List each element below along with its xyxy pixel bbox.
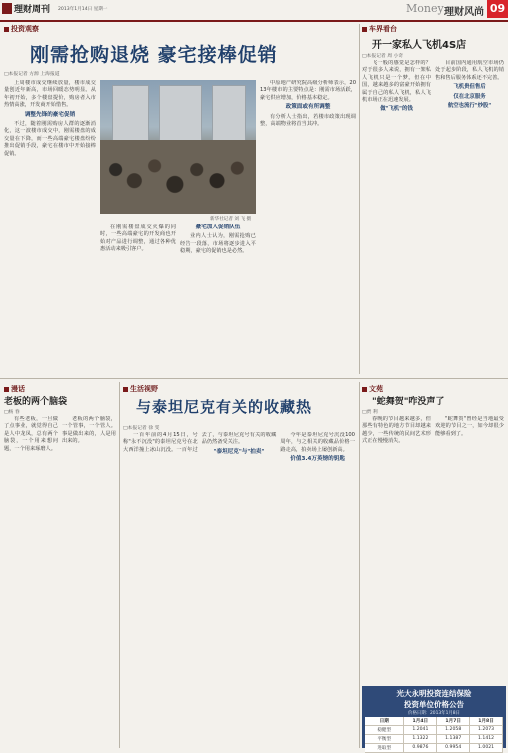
sales-office-photo bbox=[100, 80, 256, 214]
article-housing-col3 bbox=[260, 80, 356, 374]
subhead: 飞机贵但售后 bbox=[453, 84, 486, 91]
table-cell: 1.1322 bbox=[404, 735, 437, 744]
column-divider bbox=[359, 24, 360, 374]
table-cell: 稳健型 bbox=[365, 726, 404, 735]
table-cell: 1.0021 bbox=[470, 744, 503, 753]
page-header bbox=[0, 0, 508, 22]
table-header-cell: 日期 bbox=[365, 717, 404, 726]
section-marker-icon bbox=[362, 27, 367, 32]
paragraph: "蛇舞贺"曾经是当地最受欢迎的节目之一，如今却很少能够看到了。 bbox=[435, 416, 504, 437]
fund-table bbox=[365, 717, 503, 753]
photo-caption: 新华社记者 刘 飞 摄 bbox=[210, 217, 252, 222]
paragraph: 老板的两个脑袋，一个管事，一个管人。事是做出来的，人是用出来的。 bbox=[62, 416, 116, 445]
paragraph: 在刚需楼盘成交火爆的同时，一些高端豪宅的开发商也开始对产品进行调整，通过各种优惠活动来吸引客户。 bbox=[100, 224, 176, 253]
paragraph: 上周楼市成交继续放量，楼市成交量创近年新高，市场回暖态势明显。从年初开始，多个楼盘提价，购房者入市热情高涨，开发商开始惜售。 bbox=[4, 80, 96, 109]
subhead: 仅在北京服务 bbox=[453, 93, 486, 100]
table-cell: 1.2058 bbox=[437, 726, 470, 735]
table-cell: 1.1387 bbox=[437, 735, 470, 744]
crowd-shape bbox=[100, 140, 256, 214]
article-boss bbox=[4, 416, 116, 746]
subhead: 豪宅加入促销队伍 bbox=[195, 224, 241, 230]
paragraph: 有些老板，一旦做了点事业，就觉得自己是人中龙凤，总有两个脑袋，一个用来想问题，一个用来琢磨人。 bbox=[4, 416, 58, 452]
section-chinese: 理财风尚 bbox=[444, 7, 484, 18]
headline-snake-dance: "蛇舞贺"咋没声了 bbox=[372, 397, 445, 407]
article-housing-col1 bbox=[4, 80, 96, 374]
section-label-auto: 车界看台 bbox=[362, 24, 397, 34]
building-shape bbox=[212, 85, 245, 143]
paragraph: 业内人士认为，刚需抢购已经告一段落，市场将逐步进入平稳期，豪宅的促销也是必然。 bbox=[180, 233, 256, 255]
column-divider bbox=[119, 382, 120, 748]
byline-boss: □杨 春 bbox=[4, 410, 20, 415]
paragraph: 今年是泰坦尼克号沉没100周年，与之相关的收藏品价格一路走高，拍卖场上屡创新高。 bbox=[280, 432, 355, 453]
fund-title: 光大永明投资连结保险 bbox=[396, 689, 472, 698]
table-cell: 0.9954 bbox=[437, 744, 470, 753]
table-cell: 平衡型 bbox=[365, 735, 404, 744]
section-divider bbox=[0, 378, 508, 379]
table-header-cell: 1月8日 bbox=[470, 717, 503, 726]
paragraph: 目前国内通用航空市场仍处于起步阶段，私人飞机的销售和售后服务体系还不完善。 bbox=[435, 60, 504, 81]
byline-private-jet: □本报记者 周 小奇 bbox=[362, 54, 404, 59]
fund-price-banner bbox=[362, 686, 506, 751]
issue-info: 2013年1月14日 星期一 bbox=[58, 7, 108, 12]
subhead: 做"飞机"的钱 bbox=[380, 106, 413, 113]
section-english: Money bbox=[406, 2, 444, 15]
table-cell: 0.9876 bbox=[404, 744, 437, 753]
page-number: 09 bbox=[487, 0, 508, 18]
section-label-comment: 漫话 bbox=[4, 384, 25, 394]
subhead: 价值3.4万英镑的钥匙 bbox=[290, 456, 345, 463]
subhead: 航空也流行"炒股" bbox=[447, 103, 492, 110]
table-cell: 1.2073 bbox=[470, 726, 503, 735]
section-marker-icon bbox=[4, 387, 9, 392]
paragraph: 春晚的节目越来越多，但那些有特色的地方节目却越来越少，一些传统的民间艺术形式正在慢慢消失。 bbox=[362, 416, 431, 445]
table-cell: 进取型 bbox=[365, 744, 404, 753]
section-marker-icon bbox=[362, 387, 367, 392]
byline-snake-dance: □贾 利 bbox=[362, 410, 378, 415]
table-cell: 1.1412 bbox=[470, 735, 503, 744]
article-housing-col2 bbox=[100, 224, 256, 374]
paragraph: 不过，随着刚需购房人群的逐渐消化，这一波楼市成交中，刚需楼盘的成交量在下降，而一些高端豪宅楼盘纷纷推出促销手段，豪宅在楼市中开始接棒促销。 bbox=[4, 121, 96, 157]
section-marker-icon bbox=[4, 27, 9, 32]
article-titanic bbox=[123, 432, 355, 746]
table-header-cell: 1月7日 bbox=[437, 717, 470, 726]
article-snake-dance bbox=[362, 416, 504, 682]
subhead: 政策面或有所调整 bbox=[285, 104, 331, 111]
byline-titanic: □本报记者 徐 雯 bbox=[123, 426, 160, 431]
building-shape bbox=[112, 85, 148, 143]
subhead: 调整先锋的豪宅促销 bbox=[24, 111, 76, 118]
article-private-jet bbox=[362, 60, 504, 374]
paper-logo-icon bbox=[2, 3, 12, 14]
section-label-life: 生活视野 bbox=[123, 384, 158, 394]
table-cell: 1.2041 bbox=[404, 726, 437, 735]
headline-titanic: 与泰坦尼克有关的收藏热 bbox=[136, 398, 313, 416]
fund-subtitle: 投资单位价格公告 bbox=[404, 700, 464, 709]
paragraph: 一百年前的4月15日，号称"永不沉没"的泰坦尼克号在北大西洋撞上冰山沉没。一百年过去了，与泰坦尼克号有关的收藏品仍然备受关注。 bbox=[123, 432, 277, 453]
paragraph: 飞一般的感觉是怎样的？对于很多人来说，拥有一架私人飞机只是一个梦。但在中国，越来越多的富豪开始拥有属于自己的私人飞机，私人飞机市场正在迅速发展。 bbox=[362, 60, 431, 104]
paper-name: 理财周刊 bbox=[14, 5, 51, 15]
paragraph: 有分析人士指出，若楼市政策出现调整，高端物业将首当其冲。 bbox=[260, 113, 356, 128]
paragraph: 中原地产研究院高级分析师表示，2013年楼市的主要特点是：刚需市场活跃，豪宅供应增加，价格基本稳定。 bbox=[260, 80, 356, 101]
section-label-investment: 投资观察 bbox=[4, 24, 39, 34]
column-divider bbox=[359, 382, 360, 748]
building-shape bbox=[159, 85, 202, 143]
headline-boss: 老板的两个脑袋 bbox=[4, 397, 68, 407]
headline-housing: 刚需抢购退烧 豪宅接棒促销 bbox=[30, 44, 278, 66]
byline-housing: □本报记者 方源 上海报道 bbox=[4, 72, 60, 77]
headline-private-jet: 开一家私人飞机4S店 bbox=[372, 40, 467, 51]
subhead: "泰坦尼克"与"拍卖" bbox=[213, 448, 265, 455]
table-header-cell: 1月4日 bbox=[404, 717, 437, 726]
section-label-literature: 文苑 bbox=[362, 384, 383, 394]
fund-note: 价格日期：2013年1月8日 bbox=[408, 711, 460, 716]
section-marker-icon bbox=[123, 387, 128, 392]
